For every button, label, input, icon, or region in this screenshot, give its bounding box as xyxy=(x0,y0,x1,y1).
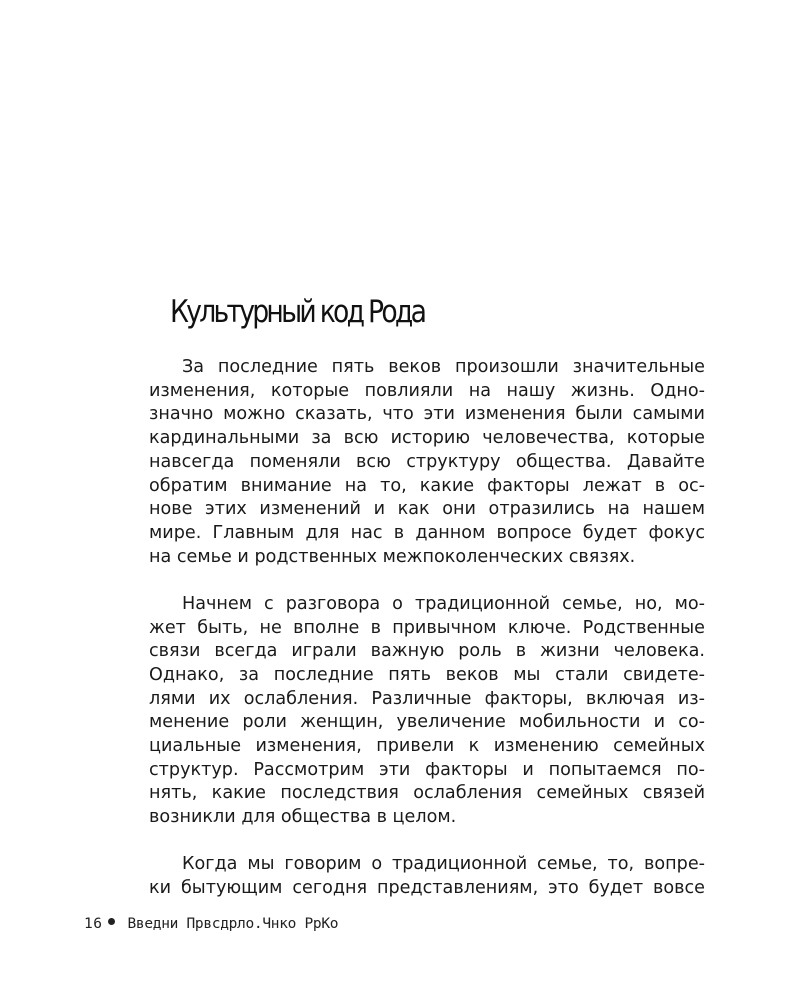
text-line: мире. Главным для нас в данном вопросе будет фокус xyxy=(149,522,705,543)
text-line: ки бытующим сегодня представлениям, это будет вовсе xyxy=(149,878,705,899)
paragraph-3 xyxy=(116,853,705,900)
text-line: кардинальными за всю историю человечества, которые xyxy=(149,428,705,449)
text-line: Однако, за последние пять веков мы стали свидете- xyxy=(149,664,705,685)
text-line: возникли для общества в целом. xyxy=(149,807,457,828)
text-line: навсегда поменяли всю структуру общества. Давайте xyxy=(149,451,705,472)
page-number: 16 xyxy=(84,916,103,932)
text-line: нове этих изменений и как они отразились на нашем xyxy=(149,499,705,520)
text-line: циальные изменения, привели к изменению семейных xyxy=(149,736,705,757)
page-footer xyxy=(84,916,338,932)
text-line: жет быть, не вполне в привычном ключе. Родственные xyxy=(149,617,705,638)
text-line: значно можно сказать, что эти изменения были самыми xyxy=(149,404,705,425)
text-line: нять, какие последствия ослабления семейных связей xyxy=(149,783,705,804)
text-line: Начнем с разговора о традиционной семье, но, мо- xyxy=(182,593,705,614)
text-line: Когда мы говорим о традиционной семье, то, вопре- xyxy=(182,854,705,875)
text-line: За последние пять веков произошли значительные xyxy=(182,357,705,377)
paragraph-1 xyxy=(116,356,705,569)
text-line: на семье и родственных межпоколенческих связях. xyxy=(149,546,636,567)
text-line: менение роли женщин, увеличение мобильности и со- xyxy=(149,712,705,733)
body-text xyxy=(116,356,705,901)
text-line: обратим внимание на то, какие факторы лежат в ос- xyxy=(149,475,705,496)
bullet-icon xyxy=(108,918,115,925)
text-line: изменения, которые повлияли на нашу жизнь. Одно- xyxy=(149,380,705,401)
text-line: структур. Рассмотрим эти факторы и попытаемся по- xyxy=(149,759,705,780)
text-line: лями их ослабления. Различные факторы, включая из- xyxy=(149,688,705,709)
running-title: Введни Првсдрло.Чнко РрКо xyxy=(127,916,339,932)
paragraph-2 xyxy=(116,593,705,830)
chapter-title: Культурный код Рода xyxy=(170,294,425,330)
text-line: связи всегда играли важную роль в жизни человека. xyxy=(149,641,705,662)
